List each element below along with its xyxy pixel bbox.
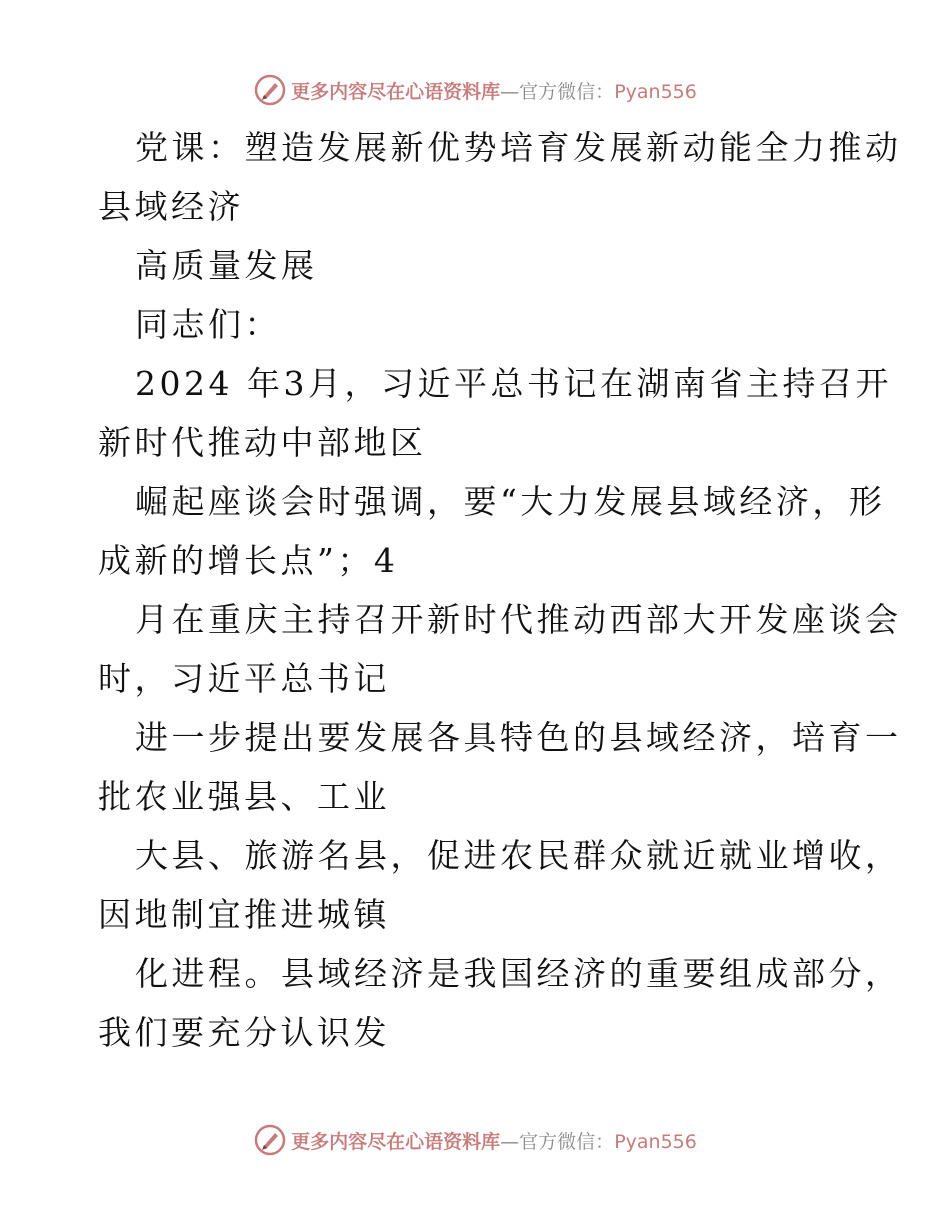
paragraph-line: 成新的增长点”；4	[98, 541, 399, 580]
banner-dash: —	[500, 80, 520, 103]
paragraph-line: 党课：塑造发展新优势培育发展新动能全力推动	[135, 128, 902, 167]
paragraph-line: 新时代推动中部地区	[98, 423, 427, 462]
paragraph-line: 2024 年3月，习近平总书记在湖南省主持召开	[135, 364, 892, 403]
paragraph-line: 因地制宜推进城镇	[98, 895, 390, 934]
banner-dash: —	[500, 1130, 520, 1153]
paragraph-line: 同志们：	[135, 305, 281, 344]
banner-wechat-id: Pyan556	[614, 80, 697, 103]
paragraph-line: 月在重庆主持召开新时代推动西部大开发座谈会	[135, 600, 902, 639]
paragraph-line: 崛起座谈会时强调，要“大力发展县域经济，形	[135, 482, 886, 521]
banner-wechat-label: 官方微信：	[519, 1130, 615, 1153]
paragraph-line: 大县、旅游名县，促进农民群众就近就业增收，	[135, 836, 902, 875]
paragraph-line: 时，习近平总书记	[98, 659, 390, 698]
banner-brand: 更多内容尽在心语资料库	[291, 80, 501, 103]
banner-brand: 更多内容尽在心语资料库	[291, 1130, 501, 1153]
paragraph-line: 我们要充分认识发	[98, 1013, 390, 1052]
banner-wechat-id: Pyan556	[614, 1130, 697, 1153]
paragraph-line: 高质量发展	[135, 246, 318, 285]
paragraph-line: 化进程。县域经济是我国经济的重要组成部分，	[135, 954, 902, 993]
pen-nib-logo-icon	[253, 73, 287, 107]
paragraph-line: 县域经济	[98, 187, 244, 226]
banner-text	[291, 1127, 697, 1154]
document-body	[98, 118, 902, 1062]
paragraph-line: 进一步提出要发展各具特色的县域经济，培育一	[135, 718, 902, 757]
footer-banner	[0, 1122, 950, 1158]
header-banner	[0, 72, 950, 108]
paragraph-line: 批农业强县、工业	[98, 777, 390, 816]
banner-text	[291, 77, 697, 104]
banner-wechat-label: 官方微信：	[519, 80, 615, 103]
pen-nib-logo-icon	[253, 1123, 287, 1157]
